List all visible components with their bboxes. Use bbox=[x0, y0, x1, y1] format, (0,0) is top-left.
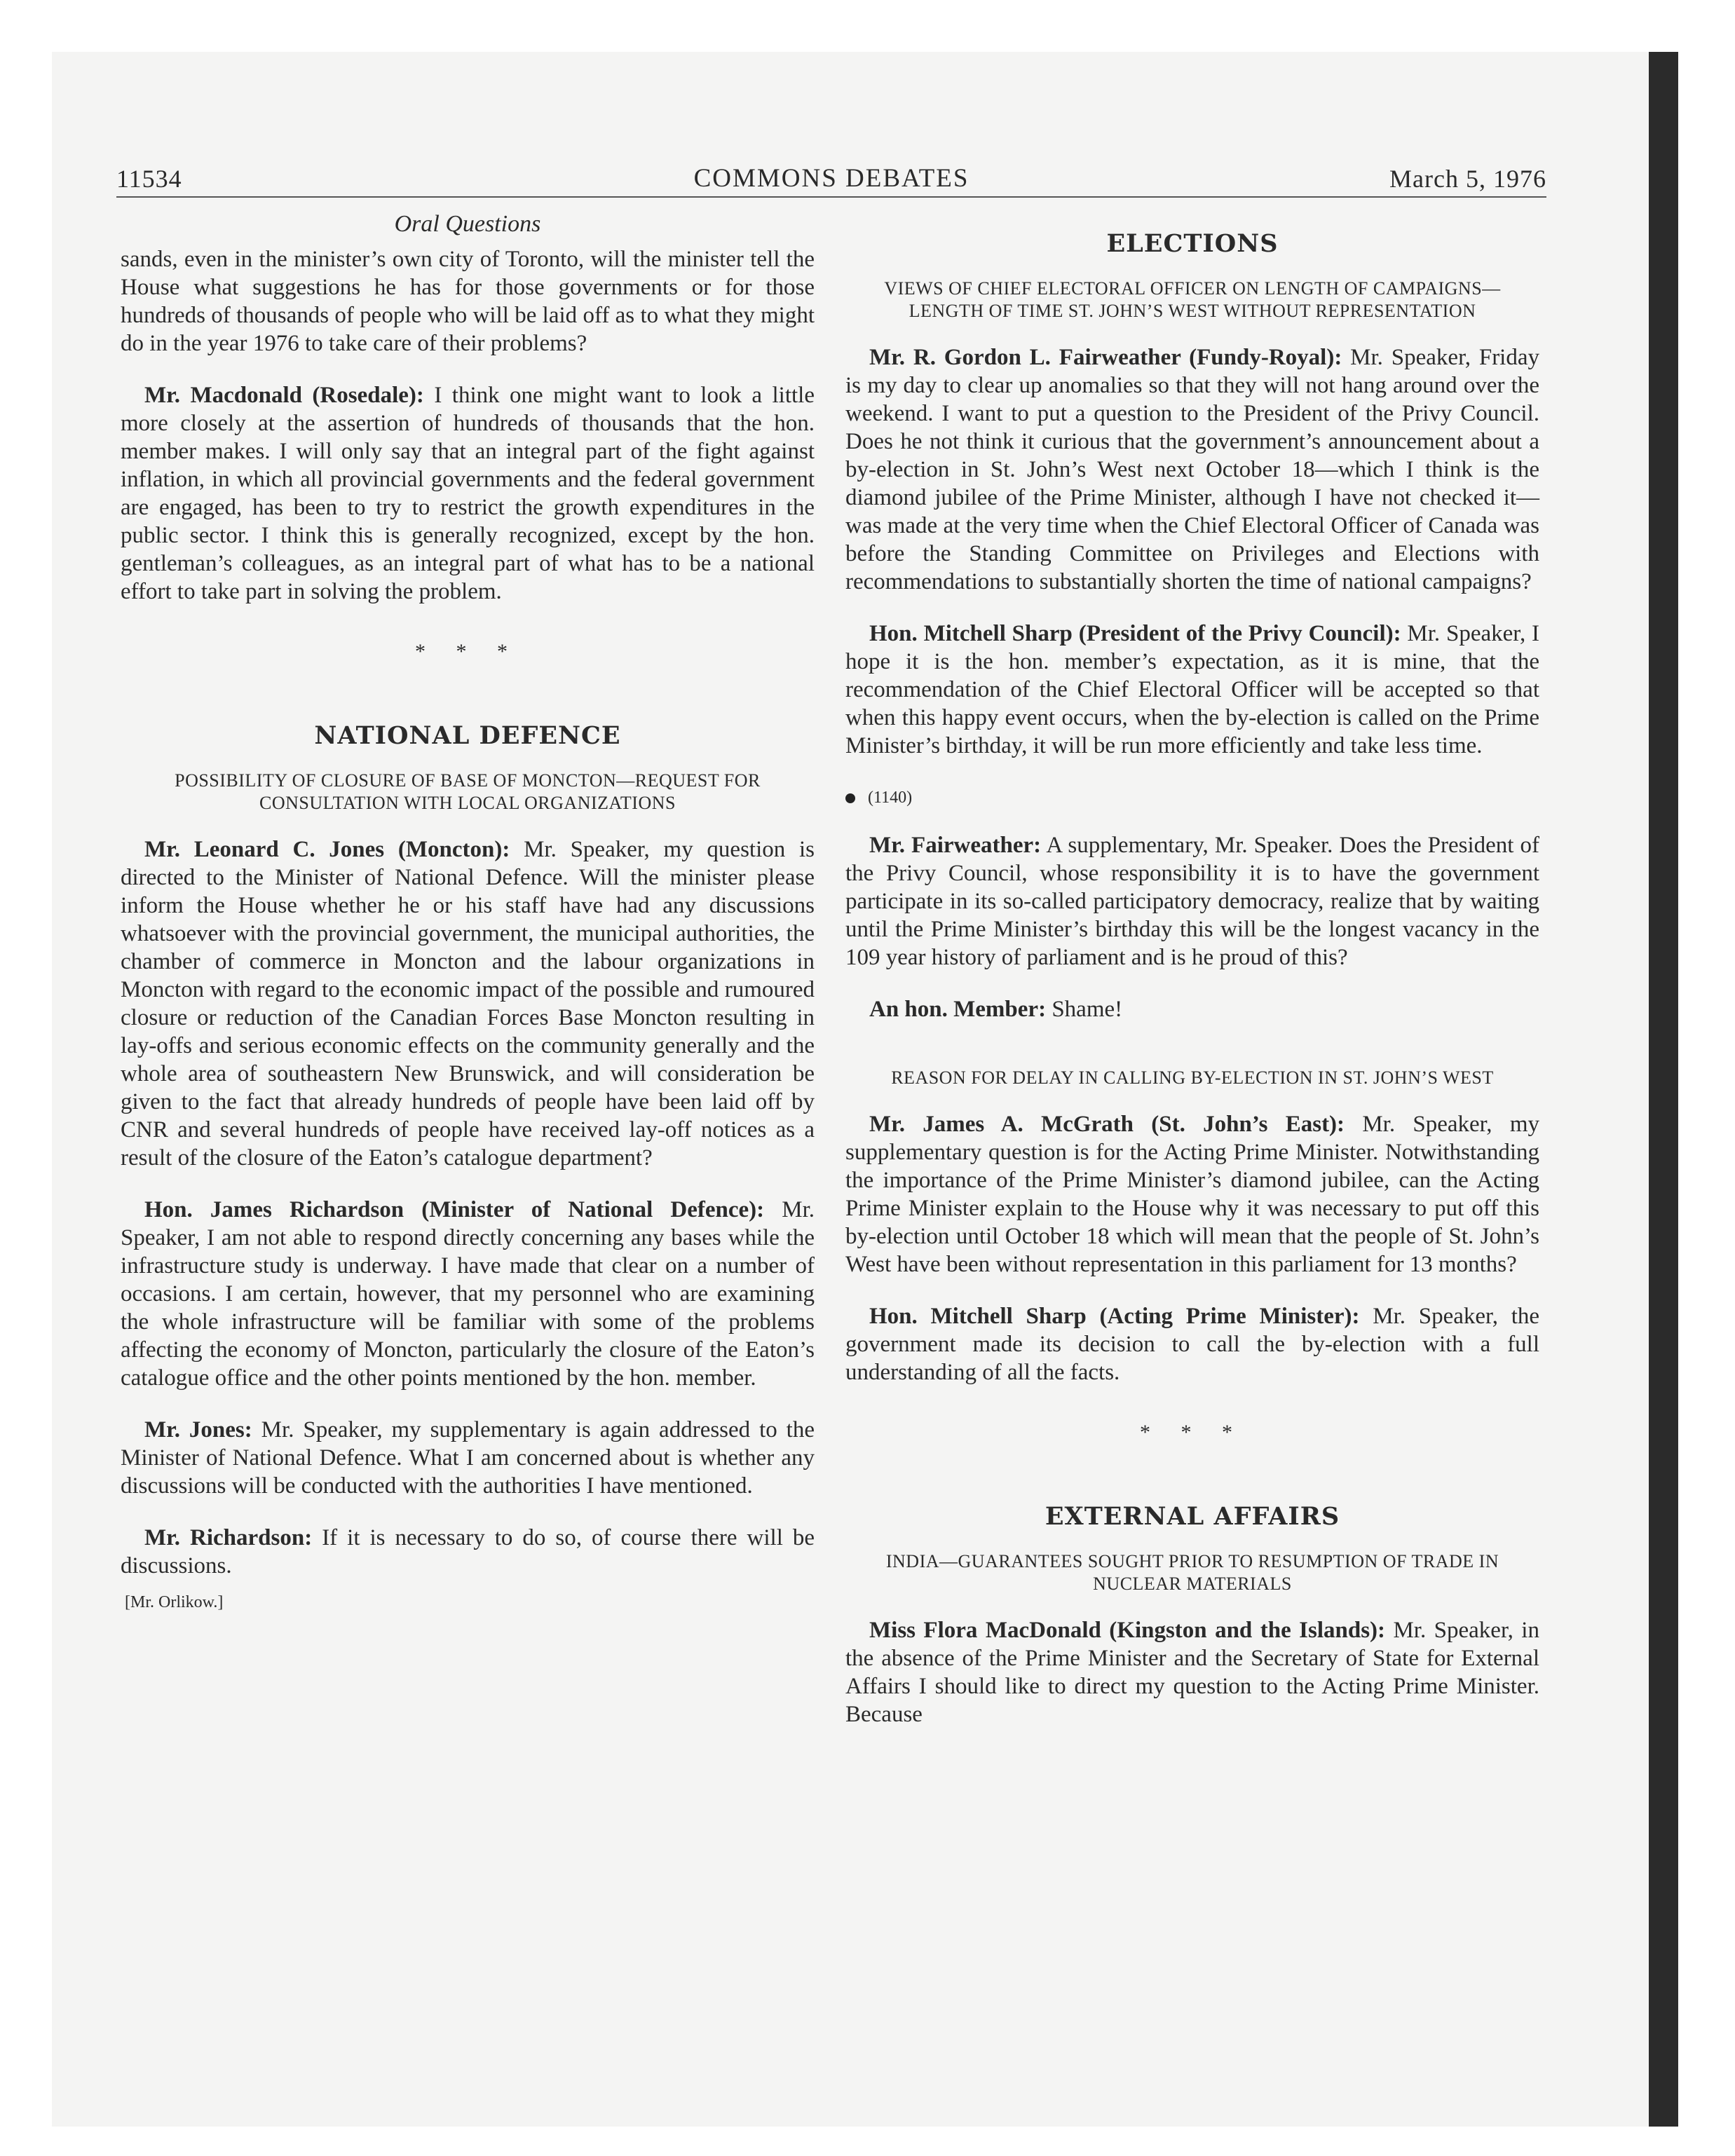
subsection-gap bbox=[845, 1047, 1539, 1067]
speaker-name: Mr. Macdonald (Rosedale): bbox=[144, 383, 424, 408]
paragraph bbox=[121, 1524, 815, 1580]
section-subheading: POSSIBILITY OF CLOSURE OF BASE OF MONCTON—REQUEST FOR CONSULTATION WITH LOCAL ORGANIZATIONS bbox=[175, 770, 761, 813]
section-subheading: VIEWS OF CHIEF ELECTORAL OFFICER ON LENGTH OF CAMPAIGNS—LENGTH OF TIME ST. JOHN’S WEST WITHOUT REPRESENTATION bbox=[884, 278, 1501, 321]
bullet-icon bbox=[845, 793, 855, 803]
publication-title: COMMONS DEBATES bbox=[693, 164, 969, 193]
paragraph bbox=[845, 1616, 1539, 1728]
speaker-name: Hon. Mitchell Sharp (Acting Prime Minister): bbox=[869, 1304, 1360, 1329]
speaker-name: Mr. Jones: bbox=[144, 1417, 252, 1442]
section-subheading: REASON FOR DELAY IN CALLING BY-ELECTION IN ST. JOHN’S WEST bbox=[891, 1067, 1494, 1088]
section-heading: ELECTIONS bbox=[1106, 229, 1279, 258]
speaker-name: Hon. Mitchell Sharp (President of the Privy Council): bbox=[869, 621, 1401, 646]
time-marker-text: (1140) bbox=[868, 789, 913, 807]
paragraph bbox=[845, 620, 1539, 760]
column-top-gap bbox=[845, 210, 1539, 230]
paragraph-text: sands, even in the minister’s own city of Toronto, will the minister tell the House what suggestions he has for those governments or for those hundreds of thousands of people who will be laid off as to what they might do in the year 1976 to take care of their problems? bbox=[121, 247, 815, 356]
paragraph-text: Mr. Speaker, I hope it is the hon. member’s expectation, as it is mine, that the recommendation of the Chief Electoral Officer will be accepted so that when this happy event occurs, when the by-election is called on the Prime Minister’s birthday, it will be run more efficiently and take less time. bbox=[845, 621, 1539, 758]
paragraph-text: Mr. Speaker, my supplementary is again addressed to the Minister of National Defence. What I am concerned about is whether any discussions will be conducted with the authorities I have mentioned. bbox=[121, 1417, 815, 1499]
section-divider: * * * bbox=[415, 640, 520, 663]
paragraph-text: Mr. Speaker, the government made its decision to call the by-election with a full understanding of all the facts. bbox=[845, 1304, 1540, 1385]
section-heading: EXTERNAL AFFAIRS bbox=[1045, 1502, 1340, 1531]
speaker-name: An hon. Member: bbox=[869, 997, 1047, 1022]
paragraph-text: A supplementary, Mr. Speaker. Does the President of the Privy Council, whose responsibility it is to have the government participate in its so-called participatory democracy, realize that by waiting until the Prime Minister’s birthday this will be the longest vacancy in the 109 year history of parliament and is he proud of this? bbox=[845, 833, 1539, 970]
paragraph-text: Mr. Speaker, I am not able to respond directly concerning any bases while the infrastructure study is underway. I have made that clear on a number of occasions. I am certain, however, that my personnel who are examining the whole infrastructure will be familiar with some of the problems affecting the economy of Moncton, particularly the closure of the Eaton’s catalogue office and the other points mentioned by the hon. member. bbox=[121, 1197, 815, 1391]
paragraph bbox=[845, 995, 1539, 1023]
page-header bbox=[116, 160, 1546, 193]
paragraph-text: Mr. Speaker, my question is directed to the Minister of National Defence. Will the minister please inform the House whether he or his staff have had any discussions whatsoever with the provincial government, the municipal authorities, the chamber of commerce in Moncton and the labour organizations in Moncton with regard to the economic impact of the possible and rumoured closure or reduction of the Canadian Forces Base Moncton resulting in lay-offs and serious economic effects on the community generally and the whole area of southeastern New Brunswick, and will consideration be given to the fact that already hundreds of people have been laid off by CNR and several hundreds of people have received lay-off notices as a result of the closure of the Eaton’s catalogue department? bbox=[121, 837, 815, 1171]
paragraph bbox=[121, 1196, 815, 1392]
paragraph bbox=[845, 343, 1539, 596]
speaker-name: Mr. Richardson: bbox=[144, 1525, 313, 1550]
paragraph-text: If it is necessary to do so, of course there will be discussions. bbox=[121, 1525, 815, 1578]
speaker-name: Miss Flora MacDonald (Kingston and the Islands): bbox=[869, 1618, 1386, 1643]
section-subheading: INDIA—GUARANTEES SOUGHT PRIOR TO RESUMPTION OF TRADE IN NUCLEAR MATERIALS bbox=[885, 1551, 1499, 1594]
section-heading: NATIONAL DEFENCE bbox=[314, 721, 621, 750]
speaker-name: Hon. James Richardson (Minister of National Defence): bbox=[144, 1197, 765, 1222]
paragraph-text: Mr. Speaker, my supplementary question is for the Acting Prime Minister. Notwithstanding the importance of the Prime Minister’s diamond jubilee, can the Acting Prime Minister explain to the House why it was necessary to put off this by-election until October 18 which will mean that the people of St. John’s West have been without representation in this parliament for 13 months? bbox=[845, 1112, 1539, 1277]
paragraph bbox=[845, 831, 1539, 971]
paragraph-text: I think one might want to look a little more closely at the assertion of hundreds of thousands that the hon. member makes. I will only say that an integral part of the fight against inflation, in which all provincial governments and the federal government are engaged, has been to try to restrict the growth expenditures in the public sector. I think this is generally recognized, except by the hon. gentleman’s colleagues, as an integral part of what has to be a national effort to take part in solving the problem. bbox=[121, 383, 815, 604]
speaker-name: Mr. R. Gordon L. Fairweather (Fundy-Royal): bbox=[869, 345, 1342, 370]
running-head: Oral Questions bbox=[394, 211, 541, 237]
time-marker bbox=[845, 784, 1539, 812]
paragraph bbox=[121, 835, 815, 1172]
paragraph-text: Mr. Speaker, Friday is my day to clear up anomalies so that they will not hang around over the weekend. I want to put a question to the President of the Privy Council. Does he not think it curious that the government’s announcement about a by-election in St. John’s West next October 18—which I think is the diamond jubilee of the Prime Minister, although I have not checked it—was made at the very time when the Chief Electoral Officer of Canada was before the Standing Committee on Privileges and Elections with recommendations to substantially shorten the time of national campaigns? bbox=[845, 345, 1539, 594]
scan-edge-shadow bbox=[1649, 52, 1678, 2127]
speaker-name: Mr. Leonard C. Jones (Moncton): bbox=[144, 837, 510, 862]
left-column bbox=[121, 210, 815, 1616]
speaker-name: Mr. James A. McGrath (St. John’s East): bbox=[869, 1112, 1345, 1137]
section-divider: * * * bbox=[1140, 1421, 1245, 1444]
paragraph bbox=[845, 1302, 1539, 1386]
speaker-attribution-note: [Mr. Orlikow.] bbox=[125, 1593, 224, 1611]
speaker-name: Mr. Fairweather: bbox=[869, 833, 1042, 858]
paragraph bbox=[121, 1416, 815, 1500]
paragraph bbox=[121, 381, 815, 606]
header-rule bbox=[116, 196, 1546, 198]
paragraph-text: Shame! bbox=[1046, 997, 1123, 1022]
publication-date: March 5, 1976 bbox=[1389, 165, 1546, 193]
paragraph-text: Mr. Speaker, in the absence of the Prime Minister and the Secretary of State for External Affairs I should like to direct my question to the Acting Prime Minister. Because bbox=[845, 1618, 1539, 1727]
right-column bbox=[845, 210, 1539, 1752]
paragraph bbox=[121, 245, 815, 357]
paragraph bbox=[845, 1110, 1539, 1278]
page-number: 11534 bbox=[116, 165, 182, 193]
